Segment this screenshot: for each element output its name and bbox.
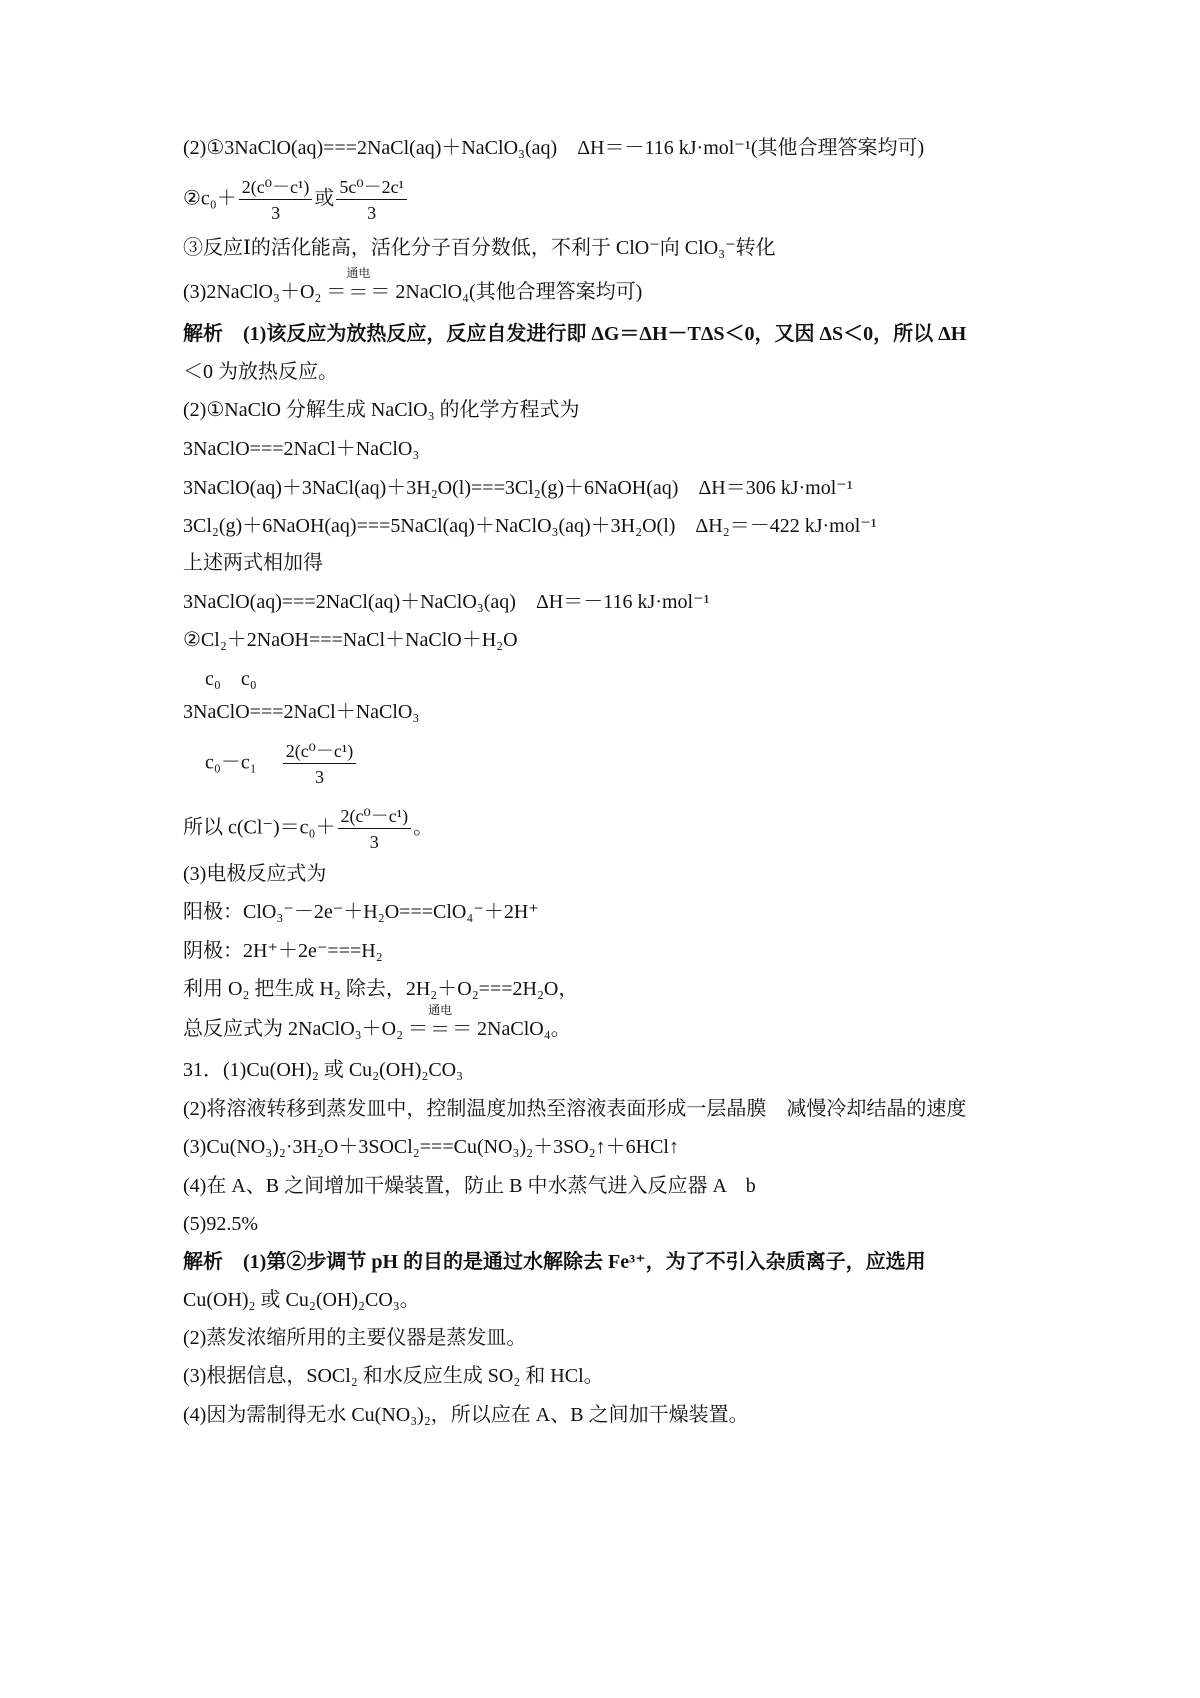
expr-prefix: 所以 c(Cl⁻)＝c₀＋ (183, 816, 336, 839)
fraction-denominator: 3 (315, 767, 324, 787)
equation-line: ②Cl₂＋2NaOH===NaCl＋NaClO＋H₂O (183, 629, 518, 651)
reaction-condition: 通电 (428, 1003, 453, 1018)
analysis-line: Cu(OH)₂ 或 Cu₂(OH)₂CO₃。 (183, 1289, 420, 1311)
electrolysis-arrow (428, 1003, 453, 1042)
analysis-line: (4)因为需制得无水 Cu(NO₃)₂，所以应在 A、B 之间加干燥装置。 (183, 1404, 749, 1426)
analysis-line: (3)根据信息，SOCl₂ 和水反应生成 SO₂ 和 HCl。 (183, 1365, 604, 1387)
question-31-answer-2: (2)将溶液转移到蒸发皿中，控制温度加热至溶液表面形成一层晶膜 减慢冷却结晶的速度 (183, 1098, 967, 1120)
analysis-line: 利用 O₂ 把生成 H₂ 除去，2H₂＋O₂===2H₂O， (183, 978, 579, 1000)
equation-left: (3)2NaClO₃＋O₂ ＝ (183, 281, 347, 303)
equation-right: ＝ 2NaClO₄。 (452, 1018, 571, 1040)
fraction-numerator: 2(c⁰－c¹) (338, 805, 412, 829)
equation-line: 3NaClO(aq)===2NaCl(aq)＋NaClO₃(aq) ΔH＝－116 kJ·mol⁻¹ (183, 591, 710, 613)
question-31-answer-5: (5)92.5% (183, 1213, 258, 1235)
fraction (239, 176, 313, 224)
fraction (336, 176, 407, 224)
equation-line: 3NaClO(aq)＋3NaCl(aq)＋3H₂O(l)===3Cl₂(g)＋6NaOH(aq) ΔH＝306 kJ·mol⁻¹ (183, 477, 853, 499)
answer-3 (183, 266, 643, 305)
fraction-numerator: 2(c⁰－c¹) (239, 176, 313, 200)
analysis-line: ＜0 为放热反应。 (183, 361, 338, 383)
concentration-line: c₀ c₀ (205, 668, 257, 690)
equation-left: 总反应式为 2NaClO₃＋O₂ ＝ (183, 1018, 429, 1040)
fraction (338, 805, 412, 853)
answer-2-1: (2)①3NaClO(aq)===2NaCl(aq)＋NaClO₃(aq) ΔH＝－116 kJ·mol⁻¹(其他合理答案均可) (183, 137, 925, 159)
analysis-line: 上述两式相加得 (183, 552, 323, 574)
fraction-numerator: 5c⁰－2c¹ (336, 176, 407, 200)
concentration-change-line (205, 740, 358, 788)
analysis-line: (2)蒸发浓缩所用的主要仪器是蒸发皿。 (183, 1327, 527, 1349)
question-31-answer-1: 31．(1)Cu(OH)₂ 或 Cu₂(OH)₂CO₃ (183, 1059, 464, 1081)
analysis-line: (3)电极反应式为 (183, 863, 327, 885)
equation-line: 3NaClO===2NaCl＋NaClO₃ (183, 701, 420, 723)
analysis-line: (2)①NaClO 分解生成 NaClO₃ 的化学方程式为 (183, 399, 580, 421)
total-reaction-line (183, 1003, 571, 1042)
equation-line: 3NaClO===2NaCl＋NaClO₃ (183, 438, 420, 460)
expr-left: c₀－c₁ (205, 751, 257, 774)
question-31-answer-4: (4)在 A、B 之间增加干燥装置，防止 B 中水蒸气进入反应器 A b (183, 1175, 756, 1197)
chloride-concentration-line (183, 805, 433, 853)
anode-equation: 阳极：ClO₃⁻－2e⁻＋H₂O===ClO₄⁻＋2H⁺ (183, 901, 539, 923)
fraction-numerator: 2(c⁰－c¹) (283, 740, 357, 764)
reaction-condition: 通电 (346, 266, 371, 281)
answer-2-2 (183, 176, 409, 224)
electrolysis-arrow (346, 266, 371, 305)
answer-2-3: ③反应Ⅰ的活化能高，活化分子百分数低，不利于 ClO⁻向 ClO₃⁻转化 (183, 237, 776, 259)
analysis-heading-line: 解析 (1)该反应为放热反应，反应自发进行即 ΔG＝ΔH－TΔS＜0，又因 ΔS＜0，所以 ΔH (183, 323, 967, 345)
analysis-heading-line: 解析 (1)第②步调节 pH 的目的是通过水解除去 Fe³⁺，为了不引入杂质离子，应选用 (183, 1251, 926, 1273)
fraction-denominator: 3 (369, 832, 379, 852)
equation-line: 3Cl₂(g)＋6NaOH(aq)===5NaCl(aq)＋NaClO₃(aq)＋3H₂O(l) ΔH₂＝－422 kJ·mol⁻¹ (183, 515, 877, 537)
fraction-denominator: 3 (367, 203, 377, 223)
fraction-denominator: 3 (271, 203, 281, 223)
question-31-answer-3: (3)Cu(NO₃)₂·3H₂O＋3SOCl₂===Cu(NO₃)₂＋3SO₂↑＋6HCl↑ (183, 1136, 679, 1158)
fraction (283, 740, 357, 788)
equals-sign: ＝ (430, 1019, 451, 1042)
expr-or: 或 (314, 187, 335, 210)
expr-suffix: 。 (413, 816, 434, 839)
cathode-equation: 阴极：2H⁺＋2e⁻===H₂ (183, 940, 383, 962)
equals-sign: ＝ (348, 282, 369, 305)
equation-right: ＝ 2NaClO₄(其他合理答案均可) (370, 281, 643, 303)
expr-prefix: ②c₀＋ (183, 187, 237, 210)
